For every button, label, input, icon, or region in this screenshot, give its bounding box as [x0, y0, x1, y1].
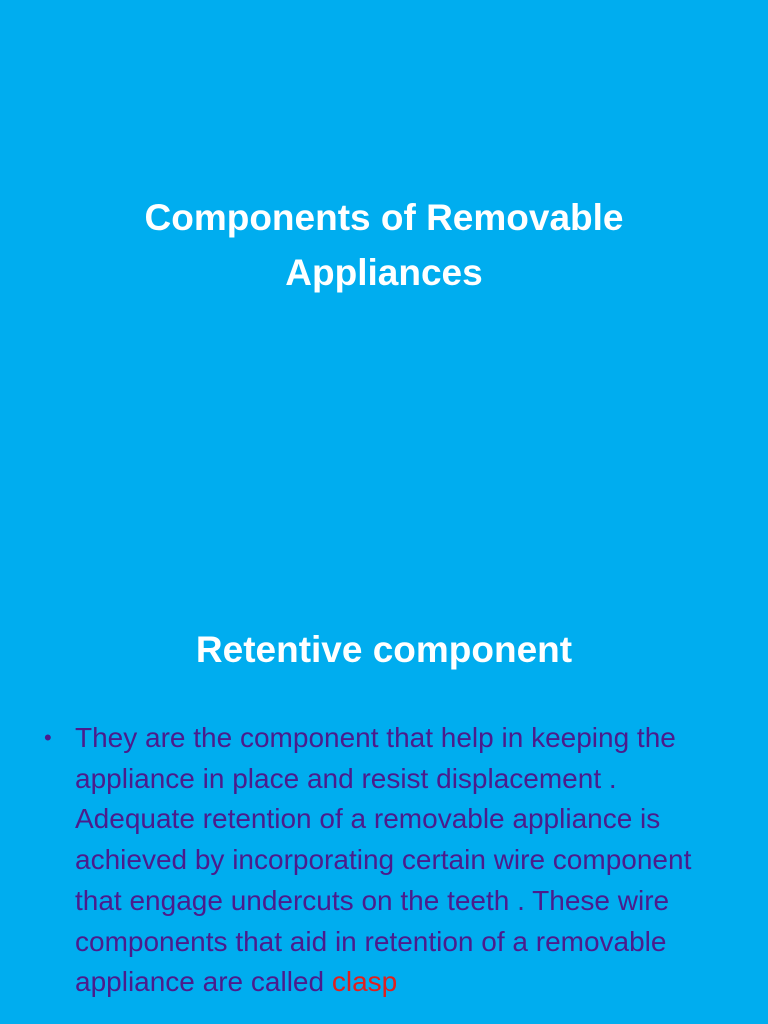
bullet-list — [40, 718, 720, 1003]
bullet-text: They are the component that help in keeping the appliance in place and resist displacement . Adequate retention of a removable appliance is achieved by incorporating certain wire component that engage undercuts on the teeth . These wire components that aid in retention of a removable appliance are called — [75, 722, 692, 998]
slide-heading: Retentive component — [195, 629, 573, 670]
bullet-dot-icon: • — [44, 725, 52, 750]
highlighted-term: clasp — [331, 966, 398, 998]
slide-title: Components of Removable Appliances — [144, 197, 624, 293]
slide-2 — [0, 576, 768, 1024]
bullet-item — [40, 718, 720, 1003]
